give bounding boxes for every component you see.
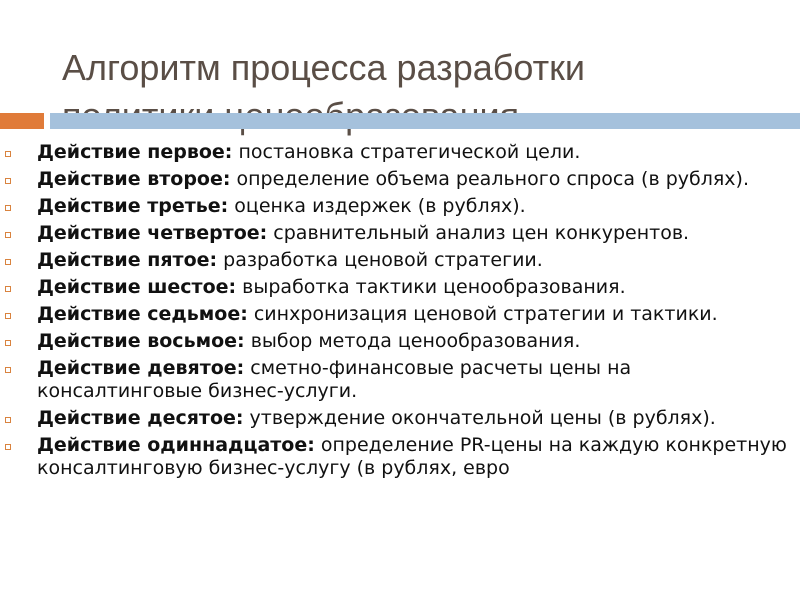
list-item	[0, 195, 800, 218]
list-item	[0, 276, 800, 299]
square-bullet-icon	[5, 340, 11, 346]
square-bullet-icon	[5, 313, 11, 319]
action-label: Действие первое:	[37, 141, 233, 163]
list-item	[0, 303, 800, 326]
action-text: определение объема реального спроса (в рублях).	[230, 168, 749, 190]
square-bullet-icon	[5, 367, 11, 373]
list-item	[0, 407, 800, 430]
action-label: Действие одиннадцатое:	[37, 434, 315, 456]
title-accent-bar	[0, 113, 44, 129]
list-item	[0, 222, 800, 245]
action-label: Действие десятое:	[37, 407, 244, 429]
action-label: Действие восьмое:	[37, 330, 245, 352]
square-bullet-icon	[5, 151, 11, 157]
action-text: утверждение окончательной цены (в рублях).	[243, 407, 716, 429]
action-text: постановка стратегической цели.	[232, 141, 581, 163]
list-item	[0, 434, 800, 480]
square-bullet-icon	[5, 286, 11, 292]
square-bullet-icon	[5, 259, 11, 265]
list-item	[0, 141, 800, 164]
action-label: Действие четвертое:	[37, 222, 268, 244]
action-text: разработка ценовой стратегии.	[217, 249, 543, 271]
list-item	[0, 330, 800, 353]
list-item	[0, 168, 800, 191]
action-text: сравнительный анализ цен конкурентов.	[267, 222, 690, 244]
action-label: Действие третье:	[37, 195, 229, 217]
list-item	[0, 249, 800, 272]
title-divider-bar	[50, 113, 800, 129]
action-text: оценка издержек (в рублях).	[228, 195, 526, 217]
action-text: определение PR-цены на каждую конкретную консалтинговую бизнес-услугу (в рублях, евро	[37, 434, 787, 479]
square-bullet-icon	[5, 444, 11, 450]
action-label: Действие шестое:	[37, 276, 237, 298]
action-text: синхронизация ценовой стратегии и тактики.	[247, 303, 718, 325]
action-label: Действие девятое:	[37, 357, 245, 379]
action-label: Действие пятое:	[37, 249, 218, 271]
action-label: Действие седьмое:	[37, 303, 248, 325]
action-text: сметно-финансовые расчеты цены на консалтинговые бизнес-услуги.	[37, 357, 632, 402]
action-label: Действие второе:	[37, 168, 231, 190]
list-item	[0, 357, 800, 403]
action-text: выработка тактики ценообразования.	[236, 276, 626, 298]
action-list	[0, 141, 800, 484]
square-bullet-icon	[5, 178, 11, 184]
square-bullet-icon	[5, 417, 11, 423]
square-bullet-icon	[5, 232, 11, 238]
slide-title-line-1: Алгоритм процесса разработки	[62, 47, 585, 89]
square-bullet-icon	[5, 205, 11, 211]
action-text: выбор метода ценообразования.	[244, 330, 581, 352]
